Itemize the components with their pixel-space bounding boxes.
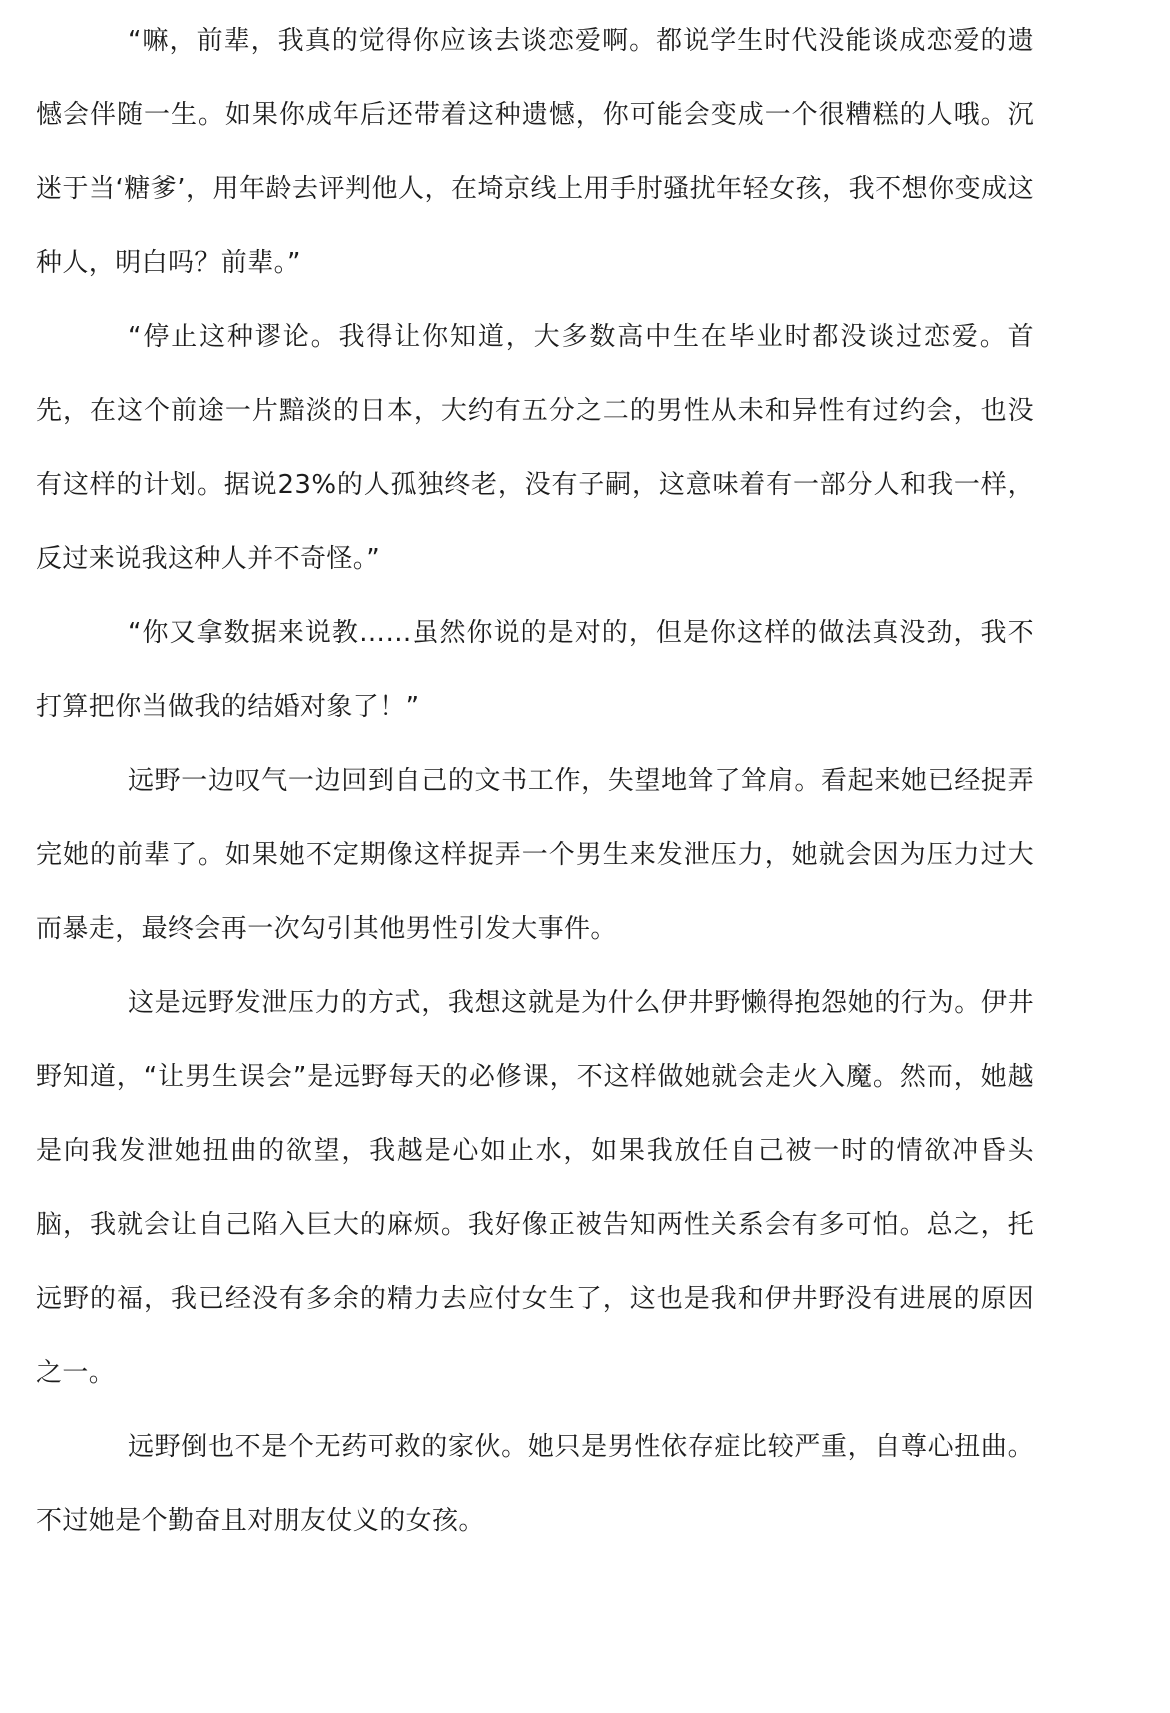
paragraph-1: “嘛，前辈，我真的觉得你应该去谈恋爱啊。都说学生时代没能谈成恋爱的遗憾会伴随一生。如果你成年后还带着这种遗憾，你可能会变成一个很糟糕的人哦。沉迷于当‘糖爹’，用年龄去评判他人，在埼京线上用手肘骚扰年轻女孩，我不想你变成这种人，明白吗？前辈。” — [36, 26, 1034, 278]
paragraph-4: 远野一边叹气一边回到自己的文书工作，失望地耸了耸肩。看起来她已经捉弄完她的前辈了。如果她不定期像这样捉弄一个男生来发泄压力，她就会因为压力过大而暴走，最终会再一次勾引其他男性引发大事件。 — [36, 766, 1034, 944]
document-body — [36, 4, 1034, 1558]
paragraph-6: 远野倒也不是个无药可救的家伙。她只是男性依存症比较严重，自尊心扭曲。不过她是个勤奋且对朋友仗义的女孩。 — [36, 1432, 1034, 1536]
paragraph-3: “你又拿数据来说教……虽然你说的是对的，但是你这样的做法真没劲，我不打算把你当做我的结婚对象了！” — [36, 618, 1034, 722]
paragraph-2: “停止这种谬论。我得让你知道，大多数高中生在毕业时都没谈过恋爱。首先，在这个前途一片黯淡的日本，大约有五分之二的男性从未和异性有过约会，也没有这样的计划。据说23%的人孤独终老，没有子嗣，这意味着有一部分人和我一样，反过来说我这种人并不奇怪。” — [36, 322, 1034, 574]
paragraph-5: 这是远野发泄压力的方式，我想这就是为什么伊井野懒得抱怨她的行为。伊井野知道，“让男生误会”是远野每天的必修课，不这样做她就会走火入魔。然而，她越是向我发泄她扭曲的欲望，我越是心如止水，如果我放任自己被一时的情欲冲昏头脑，我就会让自己陷入巨大的麻烦。我好像正被告知两性关系会有多可怕。总之，托远野的福，我已经没有多余的精力去应付女生了，这也是我和伊井野没有进展的原因之一。 — [36, 988, 1034, 1388]
